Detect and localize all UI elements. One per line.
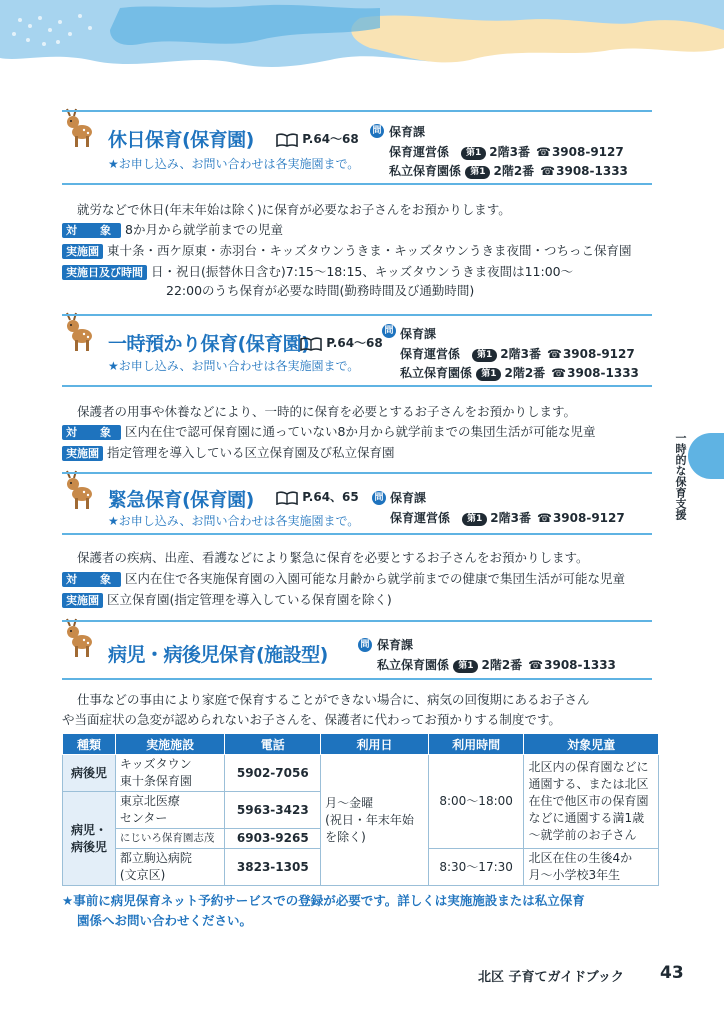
section-rule [62,533,652,535]
contact-name: 私立保育園係 [377,658,450,672]
contact-line [390,509,625,526]
target-text: 在住で他区市の保育園 [528,794,649,808]
info-text: 区内在住で認可保育園に通っていない8か月から就学前までの集団生活が可能な児童 [125,424,596,439]
book-icon [276,491,298,505]
label-badge: 実施日及び時間 [62,265,147,280]
info-text: 東十条・西ケ原東・赤羽台・キッズタウンうきま・キッズタウンうきま夜間・つちっこ保育園 [107,243,632,258]
phone-icon: ☎ [551,366,567,380]
contact-phone[interactable]: 3908-9127 [562,347,635,361]
contact-name: 保育運営係 [400,347,461,361]
label-badge: 対 象 [62,223,121,238]
phone-icon: ☎ [540,164,556,178]
facility-cell [115,829,225,849]
page-number: 43 [660,963,684,983]
building-badge: 第1 [453,660,478,673]
phone-icon: ☎ [528,658,544,672]
info-text: 日・祝日(振替休日含む)7:15～18:15、キッズタウンうきま夜間は11:00～ [151,264,574,279]
phone-cell[interactable]: 5963-3423 [225,792,321,829]
phone-icon: ☎ [547,347,562,361]
info-text: 区内在住で各実施保育園の入園可能な月齢から就学前までの健康で集団生活が可能な児童 [125,571,626,586]
facility-name: 都立駒込病院 [119,851,192,865]
contact-name: 私立保育園係 [400,366,473,380]
category-cell [63,792,116,886]
info-text: 指定管理を導入している区立保育園及び私立保育園 [107,445,395,460]
info-row [62,569,625,587]
page-reference[interactable] [276,130,359,147]
section-rule [62,385,652,387]
label-badge: 対 象 [62,425,121,440]
phone-cell[interactable]: 3823-1305 [225,849,321,886]
target-text: ～就学前のお子さん [528,828,637,842]
building-badge: 第1 [472,349,497,362]
category-text: 病後児 [70,839,107,854]
days-text: 月～金曜 [325,795,374,810]
section-title: 緊急保育(保育園) [108,489,254,511]
category-text: 病児・ [70,822,107,837]
target-cell [524,755,659,849]
table-header: 実施施設 [115,734,225,755]
label-badge: 実施園 [62,593,103,608]
table-header-row [63,734,659,755]
category-cell: 病後児 [63,755,116,792]
contact-dept: 保育課 [377,638,414,652]
contact-name: 保育運営係 [390,511,451,525]
contact-line [377,656,616,673]
inquiry-note: ★お申し込み、お問い合わせは各実施園まで。 [108,359,360,373]
section-rule [62,183,652,185]
contact-floor: 2階2番 [481,658,523,672]
section-description: 就労などで休日(年末年始は除く)に保育が必要なお子さんをお預かりします。 [77,202,511,217]
deer-icon [62,108,96,148]
section-description-line: や当面症状の急変が認められないお子さんを、保護者に代わってお預かりする制度です。 [62,712,561,727]
facility-name: (文京区) [119,868,166,882]
target-text: 通園する、または北区 [528,777,649,791]
days-text: (祝日・年末年始 [325,812,414,827]
deer-icon [62,470,96,510]
facility-cell [115,755,225,792]
facility-name: 東十条保育園 [119,774,192,788]
contact-floor: 2階3番 [489,145,530,159]
facility-name: センター [119,811,168,825]
contact-floor: 2階3番 [500,347,541,361]
days-text: を除く) [325,829,366,844]
info-text: 8か月から就学前までの児童 [125,222,283,237]
side-index-label: 一時的な保育支援 [674,432,687,520]
section-rule [62,620,652,622]
contact-dept: 保育課 [400,327,437,341]
header-decoration [0,0,724,92]
info-text-continued: 22:00のうち保育が必要な時間(勤務時間及び通勤時間) [166,283,475,298]
registration-note: 園係へお問い合わせください。 [77,913,253,928]
table-row [63,755,659,792]
contact-floor: 2階2番 [504,366,546,380]
contact-floor: 2階2番 [493,164,535,178]
inquiry-icon: 問 [372,491,386,505]
inquiry-icon: 問 [358,638,372,652]
info-row [62,262,573,280]
page-reference-text: P.64～68 [302,132,359,146]
section-title: 一時預かり保育(保育園) [108,333,310,355]
target-cell [524,849,659,886]
contact-phone[interactable]: 3908-9127 [552,511,625,525]
info-row [62,241,632,259]
contact-phone[interactable]: 3908-9127 [551,145,624,159]
page-reference[interactable] [300,334,383,351]
label-badge: 実施園 [62,446,103,461]
contact-floor: 2階3番 [490,511,531,525]
label-badge: 対 象 [62,572,121,587]
section-title: 病児・病後児保育(施設型) [108,644,328,666]
contact-phone[interactable]: 3908-1333 [556,164,628,178]
contact-dept: 保育課 [390,491,427,505]
section-description-line: 仕事などの事由により家庭で保育することができない場合に、病気の回復期にあるお子さん [77,692,590,707]
section-rule [62,314,652,316]
page-reference-text: P.64～68 [326,336,383,350]
side-index-tab[interactable] [688,433,724,479]
info-text: 区立保育園(指定管理を導入している保育園を除く) [107,592,392,607]
section-description: 保護者の疾病、出産、看護などにより緊急に保育を必要とするお子さんをお預かりします。 [77,550,589,565]
facility-cell [115,849,225,886]
inquiry-note: ★お申し込み、お問い合わせは各実施園まで。 [108,514,360,528]
guidebook-brand: 北区 子育てガイドブック [478,970,624,985]
building-badge: 第1 [476,368,501,381]
facility-name: 東京北医療 [119,794,180,808]
label-badge: 実施園 [62,244,103,259]
time-cell: 8:30～17:30 [428,849,524,886]
section-title: 休日保育(保育園) [108,129,254,151]
building-badge: 第1 [465,166,490,179]
book-icon [300,337,322,351]
deer-icon [62,618,96,658]
contact-phone[interactable]: 3908-1333 [567,366,639,380]
inquiry-icon: 問 [370,124,384,138]
facility-name: にじいろ保育園志茂 [119,832,215,844]
info-row [62,220,283,238]
contact-line [389,162,628,179]
book-icon [276,133,298,147]
contact-phone[interactable]: 3908-1333 [544,658,616,672]
info-row [62,443,395,461]
time-cell: 8:00～18:00 [428,755,524,849]
section-rule [62,472,652,474]
section-description: 保護者の用事や休養などにより、一時的に保育を必要とするお子さんをお預かりします。 [77,404,577,419]
contact-name: 私立保育園係 [389,164,462,178]
target-text: 北区内の保育園などに [528,760,649,774]
phone-icon: ☎ [537,511,552,525]
info-row [62,590,392,608]
contact-line [400,345,635,362]
table-header: 種類 [63,734,116,755]
facility-name: キッズタウン [119,757,192,771]
inquiry-icon: 問 [382,324,396,338]
page-reference[interactable] [276,488,359,505]
table-header: 電話 [225,734,321,755]
target-text: などに通園する満1歳 [528,811,645,825]
info-row [62,422,595,440]
table-header: 利用時間 [428,734,524,755]
phone-icon: ☎ [536,145,551,159]
section-rule [62,678,652,680]
target-text: 月～小学校3年生 [528,868,621,882]
inquiry-note: ★お申し込み、お問い合わせは各実施園まで。 [108,157,360,171]
phone-cell[interactable]: 5902-7056 [225,755,321,792]
section-rule [62,110,652,112]
contact-dept: 保育課 [389,125,426,139]
page-reference-text: P.64、65 [302,490,359,504]
contact-line [389,143,624,160]
phone-cell[interactable]: 6903-9265 [225,829,321,849]
target-text: 北区在住の生後4か [528,851,633,865]
contact-name: 保育運営係 [389,145,450,159]
days-cell [321,755,429,886]
building-badge: 第1 [461,147,486,160]
table-header: 利用日 [321,734,429,755]
contact-line [400,364,639,381]
facility-cell [115,792,225,829]
deer-icon [62,312,96,352]
facility-table [62,733,659,886]
table-header: 対象児童 [524,734,659,755]
registration-note: ★事前に病児保育ネット予約サービスでの登録が必要です。詳しくは実施施設または私立保育 [62,893,585,908]
building-badge: 第1 [462,513,487,526]
